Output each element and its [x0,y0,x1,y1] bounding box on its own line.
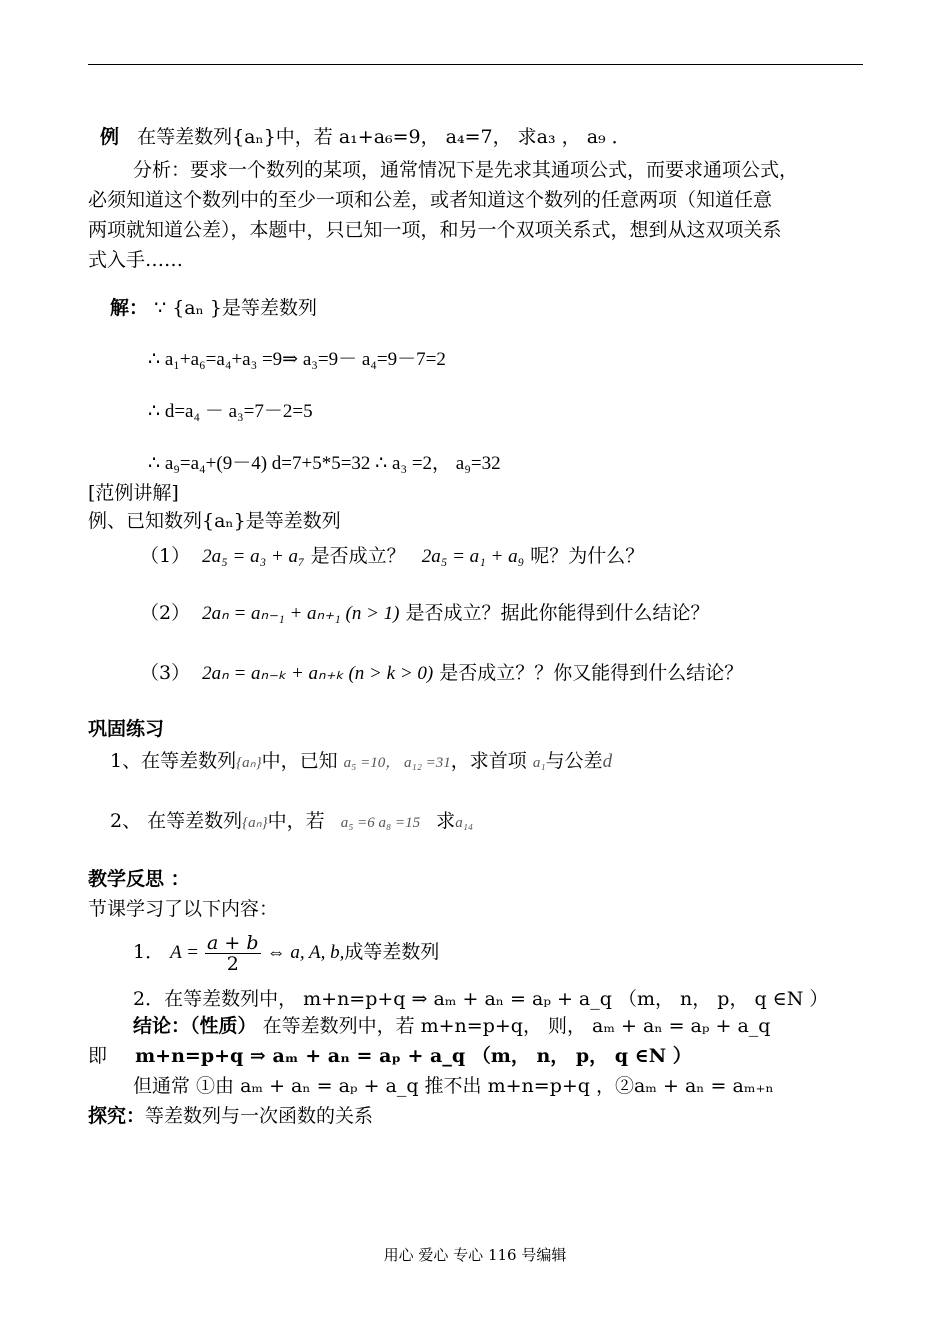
section-heading-examples: [范例讲解] [88,482,179,504]
practice-2 [110,808,473,836]
practice-1-first-term: a₁ [532,755,546,771]
solution-step-2: ∴ d=a₄ － a₃=7－2=5 [148,401,313,422]
practice-1-text-b: 中，已知 [261,750,338,772]
reflection-item-1-lhs: A = [170,942,199,963]
practice-1-sequence: {aₙ} [236,755,262,771]
reflection-item-1-fraction [205,933,261,974]
conclusion-label: 结论：（性质） [133,1015,257,1037]
fraction-denominator: 2 [226,952,239,975]
header-rule [88,64,863,65]
practice-1-text-f: 与公差 [545,750,603,772]
example-label: 例 [100,126,120,148]
question-1 [140,543,644,570]
question-3-formula: 2aₙ = aₙ₋ₖ + aₙ₊ₖ (n > k > 0) [202,663,434,684]
question-1-text-a: 是否成立？ [310,545,406,567]
example-line [100,124,631,150]
question-2-number: （2） [140,602,191,624]
question-2-text: 是否成立？据此你能得到什么结论？ [405,602,710,624]
question-2 [140,600,710,627]
reflection-line-1: 节课学习了以下内容： [88,898,279,920]
solution-line-0 [110,295,317,321]
reflection-item-1-number: 1． [133,941,165,963]
ji-line [88,1043,692,1069]
question-1-formula-a: 2a₅ = a₃ + a₇ [202,546,305,567]
question-2-formula: 2aₙ = aₙ₋₁ + aₙ₊₁ (n > 1) [202,603,400,624]
question-1-formula-b: 2a₅ = a₁ + a₉ [421,546,525,567]
explore-line [88,1103,373,1129]
question-3-text: 是否成立？？你又能得到什么结论？ [439,662,744,684]
practice-2-target: a₁₄ [455,815,474,831]
fraction-numerator: a + b [207,931,259,954]
conclusion-line [133,1013,770,1039]
solution-step-1: ∴ a₁+a₆=a₄+a₃ =9⇒ a₃=9－ a₄=9－7=2 [148,349,446,370]
practice-2-given: a₅ =6 a₈ =15 [340,815,421,831]
analysis-line-1: 分析：要求一个数列的某项，通常情况下是先求其通项公式，而要求通项公式， [133,159,799,181]
analysis-line-4: 式入手…… [88,249,184,271]
examples-intro: 例、已知数列{aₙ}是等差数列 [88,510,341,532]
solution-step-0: ∵ {aₙ }是等差数列 [154,297,317,319]
practice-2-text-d: 求 [436,810,456,832]
practice-1-text-a: 1、在等差数列 [110,750,237,772]
conclusion-text: 在等差数列中，若 m+n=p+q， 则， aₘ + aₙ = aₚ + a_q [262,1015,771,1037]
solution-step-3: ∴ a₉=a₄+(9－4) d=7+5*5=32 ∴ a₃ =2， a₉=32 [148,453,501,474]
practice-2-text-b: 中，若 [267,810,325,832]
ji-text: m+n=p+q ⇒ aₘ + aₙ = aₚ + a_q （m， n， p， q ∈N ） [135,1045,692,1067]
analysis-line-3: 两项就知道公差），本题中，只已知一项，和另一个双项关系式，想到从这双项关系 [88,219,782,241]
practice-1-common-difference: d [602,751,613,772]
practice-1-text-d: ，求首项 [450,750,527,772]
question-1-number: （1） [140,545,191,567]
practice-2-text-a: 2、 在等差数列 [110,810,243,832]
question-3 [140,660,743,687]
explore-text: 等差数列与一次函数的关系 [145,1105,374,1127]
reflection-item-2: 2．在等差数列中， m+n=p+q ⇒ aₘ + aₙ = aₚ + a_q （m， n， p， q ∈N ） [133,988,829,1010]
reflection-item-1-text: 成等差数列 [344,941,440,963]
reflection-heading: 教学反思 ： [88,868,190,890]
practice-2-sequence: {aₙ} [242,815,268,831]
reflection-item-1 [133,930,439,975]
ji-label: 即 [88,1045,108,1067]
practice-1 [110,748,612,776]
page-footer: 用心 爱心 专心 116 号编辑 [383,1246,567,1264]
analysis-line-2: 必须知道这个数列中的至少一项和公差，或者知道这个数列的任意两项（知道任意 [88,189,773,211]
explore-label: 探究： [88,1105,146,1127]
reflection-item-1-rest: ⇔ a, A, b, [266,942,345,963]
solution-label: 解： [110,297,149,319]
practice-heading: 巩固练习 [88,718,165,740]
question-3-number: （3） [140,662,191,684]
practice-1-given: a₅ =10， a₁₂ =31 [343,755,451,771]
question-1-text-b: 呢？为什么？ [530,545,645,567]
example-question: 在等差数列{aₙ}中，若 a₁+a₆=9， a₄=7， 求a₃ ， a₉ ． [137,126,631,148]
but-line: 但通常 ①由 aₘ + aₙ = aₚ + a_q 推不出 m+n=p+q ，②aₘ + aₙ = aₘ₊ₙ [133,1075,774,1097]
